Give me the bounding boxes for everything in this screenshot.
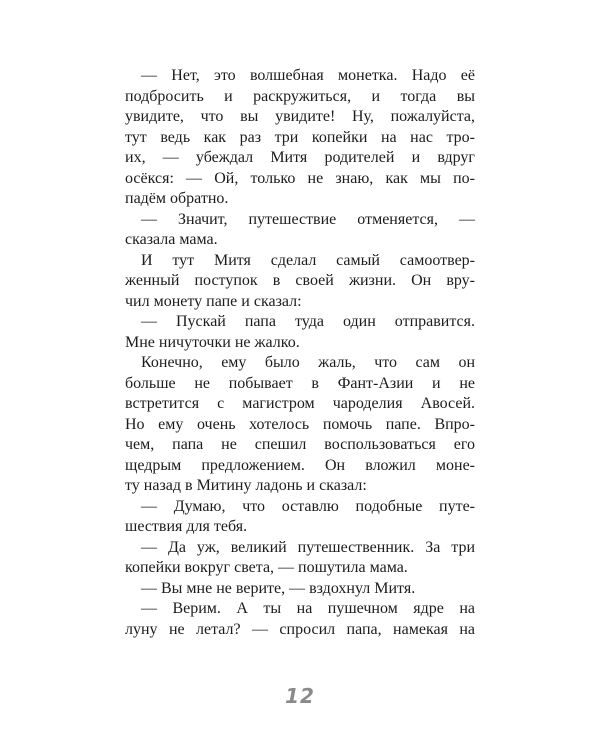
text-line: больше не побывает в Фант-Азии и не bbox=[125, 374, 475, 392]
text-line: женный поступок в своей жизни. Он вру- bbox=[125, 272, 475, 289]
text-line: луну не летал? — спросил папа, намекая на bbox=[125, 620, 475, 638]
paragraph bbox=[125, 312, 475, 353]
text-line: — Пускай папа туда один отправится. bbox=[141, 313, 475, 330]
text-line: их, — убеждал Митя родителей и вдруг bbox=[125, 149, 475, 166]
text-line: щедрым предложением. Он вложил моне- bbox=[125, 456, 475, 474]
text-line: сказала мама. bbox=[125, 231, 218, 248]
text-line: — Нет, это волшебная монетка. Надо её bbox=[141, 67, 475, 84]
body-text bbox=[125, 66, 475, 640]
text-line: — Да уж, великий путешественник. За три bbox=[141, 538, 475, 556]
text-line: шествия для тебя. bbox=[125, 518, 248, 535]
paragraph bbox=[125, 251, 475, 313]
paragraph bbox=[125, 353, 475, 497]
text-line: увидите, что вы увидите! Ну, пожалуйста, bbox=[125, 108, 475, 125]
paragraph bbox=[125, 538, 475, 579]
text-line: копейки вокруг света, — пошутила мама. bbox=[125, 559, 408, 576]
text-line: — Вы мне не верите, — вздохнул Митя. bbox=[141, 579, 416, 597]
text-line: осёкся: — Ой, только не знаю, как мы по- bbox=[125, 169, 475, 187]
page-number: 12 bbox=[285, 684, 315, 708]
text-line: ту назад в Митину ладонь и сказал: bbox=[125, 477, 367, 494]
text-line: Конечно, ему было жаль, что сам он bbox=[141, 354, 475, 371]
text-line: — Верим. А ты на пушечном ядре на bbox=[141, 600, 475, 617]
paragraph bbox=[125, 599, 475, 640]
text-line: падём обратно. bbox=[125, 190, 229, 207]
paragraph bbox=[125, 210, 475, 251]
text-line: И тут Митя сделал самый самоотвер- bbox=[141, 251, 475, 269]
text-line: тут ведь как раз три копейки на нас тро- bbox=[125, 128, 475, 146]
text-line: чем, папа не спешил воспользоваться его bbox=[125, 436, 475, 453]
text-line: встретится с магистром чароделия Авосей. bbox=[125, 395, 475, 412]
text-line: Мне ничуточки не жалко. bbox=[125, 333, 300, 351]
text-line: чил монету папе и сказал: bbox=[125, 292, 302, 310]
text-line: — Значит, путешествие отменяется, — bbox=[141, 210, 475, 228]
paragraph bbox=[125, 66, 475, 210]
paragraph bbox=[125, 579, 475, 600]
text-line: — Думаю, что оставлю подобные путе- bbox=[141, 497, 475, 515]
paragraph bbox=[125, 497, 475, 538]
text-line: подбросить и раскружиться, и тогда вы bbox=[125, 87, 475, 105]
text-line: Но ему очень хотелось помочь папе. Впро- bbox=[125, 415, 475, 433]
